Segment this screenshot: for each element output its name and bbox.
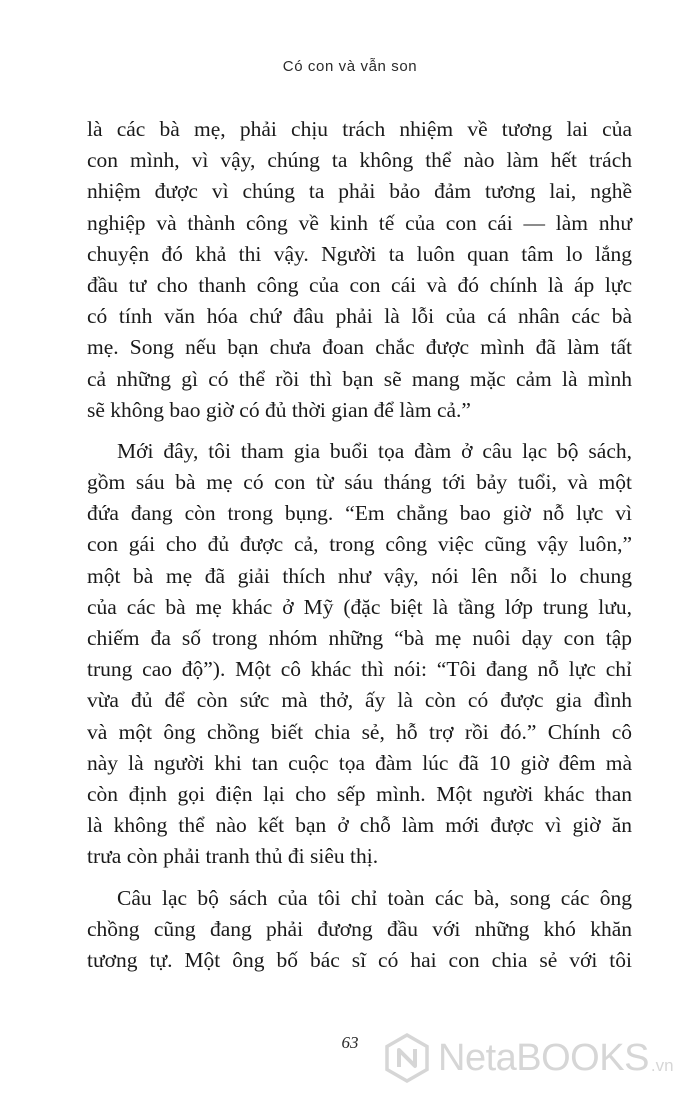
text-line: chiếm đa số trong nhóm những “bà mẹ nuôi dạy con tập xyxy=(87,626,632,650)
text-line: con gái cho đủ được cả, trong công việc cũng vậy luôn,” xyxy=(87,532,632,557)
text-line: đầu tư cho thanh công của con cái và đó chính là áp lực xyxy=(87,272,632,297)
netabooks-logo-icon xyxy=(382,1033,432,1083)
text-line: và một ông chồng biết chia sẻ, hỗ trợ rồi đó.” Chính cô xyxy=(87,719,632,744)
text-line: chuyện đó khả thi vậy. Người ta luôn quan tâm lo lắng xyxy=(87,241,632,266)
watermark xyxy=(382,1030,674,1086)
text-line: này là người khi tan cuộc tọa đàm lúc đã 10 giờ đêm mà xyxy=(87,750,632,775)
text-line: đứa đang còn trong bụng. “Em chẳng bao giờ nỗ lực vì xyxy=(87,501,632,526)
text-line: là không thể nào kết bạn ở chỗ làm mới được vì giờ ăn xyxy=(87,813,632,838)
text-line: cả những gì có thể rồi thì bạn sẽ mang mặc cảm là mình xyxy=(87,366,632,391)
text-line: Câu lạc bộ sách của tôi chỉ toàn các bà, song các ông xyxy=(117,885,632,910)
paragraph-gap xyxy=(87,426,632,436)
text-line: còn định gọi điện lại cho sếp mình. Một người khác than xyxy=(87,781,632,806)
text-line: một bà mẹ đã giải thích như vậy, nói lên nỗi lo chung xyxy=(87,563,632,588)
page-number: 63 xyxy=(341,1033,359,1052)
body-text xyxy=(87,114,632,976)
text-line: gồm sáu bà mẹ có con từ sáu tháng tới bảy tuổi, và một xyxy=(87,470,632,495)
text-line: có tính văn hóa chứ đâu phải là lỗi của cá nhân các bà xyxy=(87,304,632,329)
text-line: Mới đây, tôi tham gia buổi tọa đàm ở câu lạc bộ sách, xyxy=(117,438,632,463)
text-line: tương tự. Một ông bố bác sĩ có hai con chia sẻ với tôi xyxy=(87,947,632,972)
paragraph xyxy=(87,436,632,873)
watermark-suffix: .vn xyxy=(650,1056,674,1075)
text-line: con mình, vì vậy, chúng ta không thể nào làm hết trách xyxy=(87,148,632,173)
running-header: Có con và vẫn son xyxy=(282,58,418,75)
text-line: trung cao độ”). Một cô khác thì nói: “Tôi đang nỗ lực chỉ xyxy=(87,657,632,682)
text-line: mẹ. Song nếu bạn chưa đoan chắc được mình đã làm tất xyxy=(87,335,632,360)
text-line: vừa đủ để còn sức mà thở, ấy là còn có được gia đình xyxy=(87,688,632,713)
text-line: nhiệm được vì chúng ta phải bảo đảm tương lai, nghề xyxy=(87,179,632,204)
paragraph xyxy=(87,883,632,977)
text-line: là các bà mẹ, phải chịu trách nhiệm về tương lai của xyxy=(87,117,632,141)
text-line: sẽ không bao giờ có đủ thời gian để làm cả.” xyxy=(87,397,471,422)
text-line: của các bà mẹ khác ở Mỹ (đặc biệt là tầng lớp trung lưu, xyxy=(87,594,632,619)
text-line: trưa còn phải tranh thủ đi siêu thị. xyxy=(87,844,379,869)
paragraph xyxy=(87,114,632,426)
watermark-brand: NetaBOOKS xyxy=(438,1037,649,1079)
text-line: chồng cũng đang phải đương đầu với những khó khăn xyxy=(87,916,632,941)
text-line: nghiệp và thành công về kinh tế của con cái — làm như xyxy=(87,210,632,235)
paragraph-gap xyxy=(87,873,632,883)
